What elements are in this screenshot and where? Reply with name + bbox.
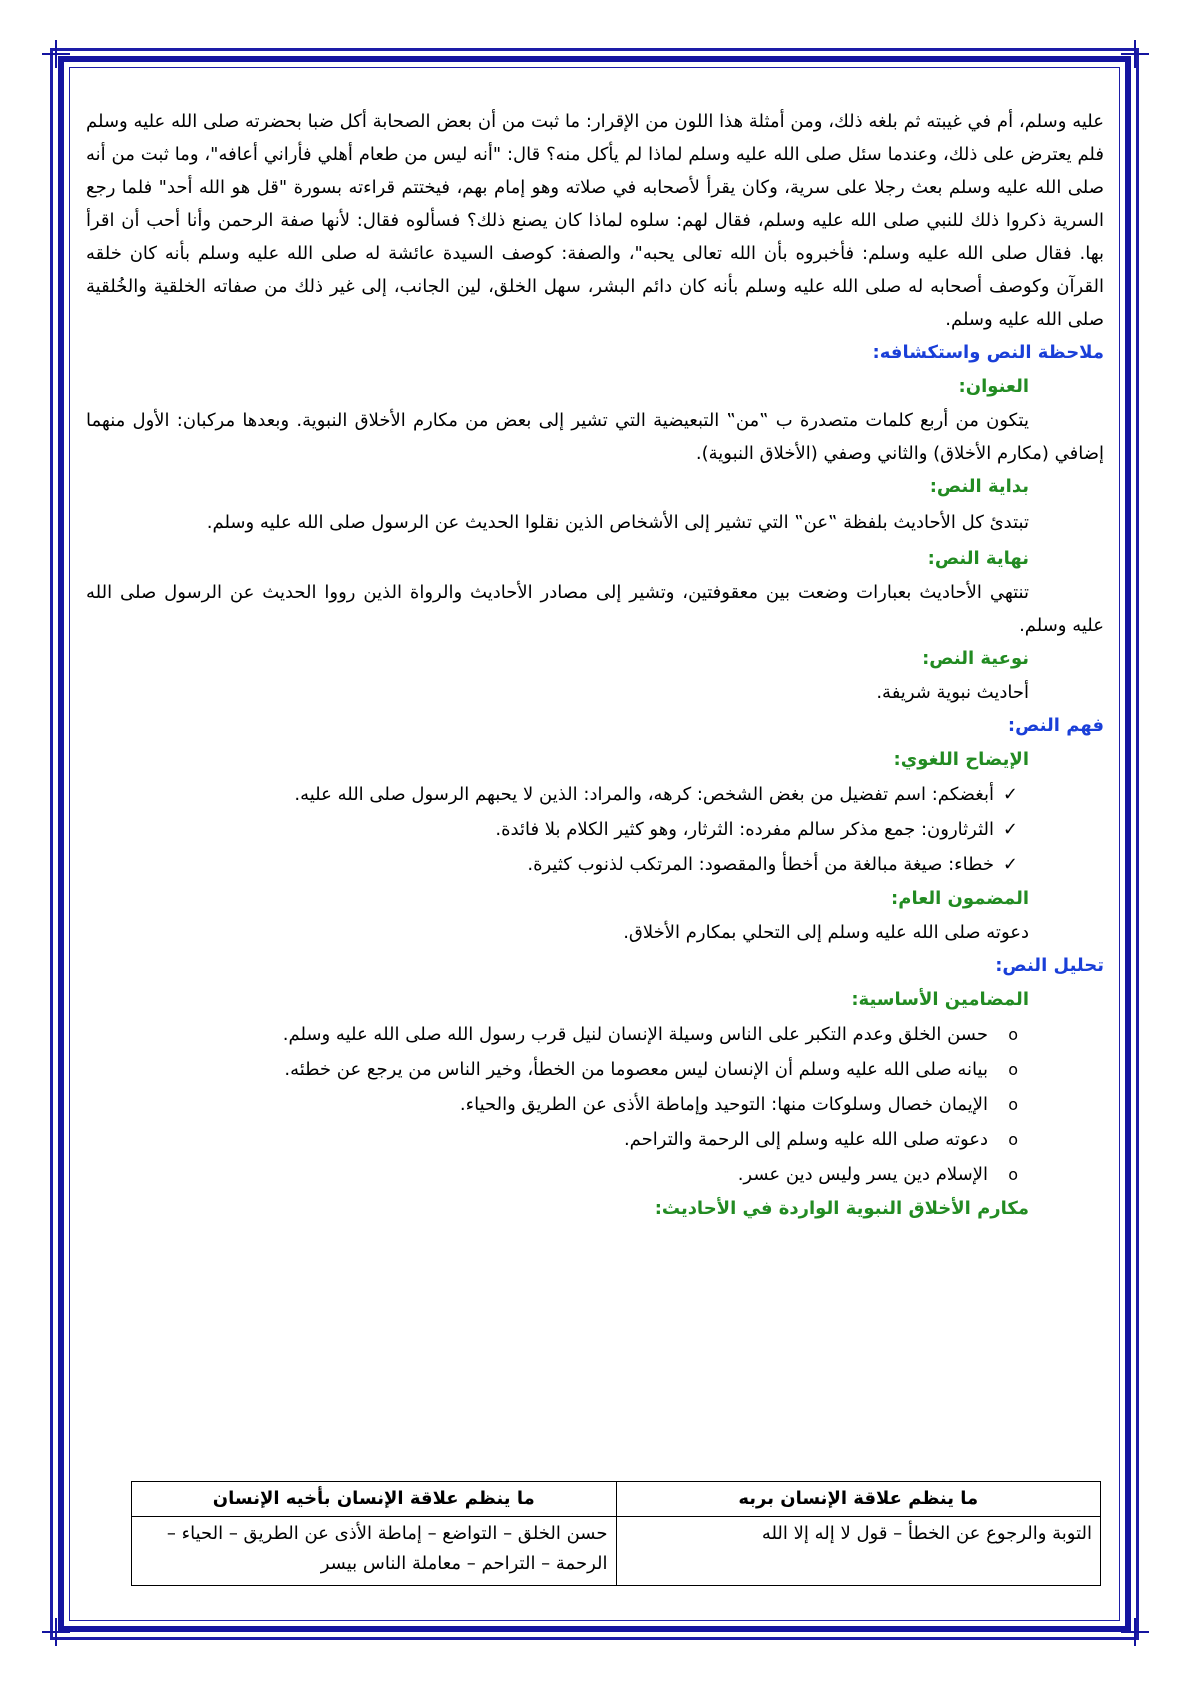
general-content-heading: المضمون العام: [891,888,1029,909]
list-item: ✓ خطاء: صيغة مبالغة من أخطأ والمقصود: المرتكب لذنوب كثيرة. [86,847,1018,882]
corner-ornament-bottom-left [42,1618,70,1646]
main-ideas-list [86,1017,1104,1192]
intro-paragraph: عليه وسلم، أم في غيبته ثم بلغه ذلك، ومن أمثلة هذا اللون من الإقرار: ما ثبت من أن بعض الصحابة أكل ضبا بحضرته صلى الله عليه وسلم فلم يعترض على ذلك، وعندما سئل صلى الله عليه وسلم لماذا لم يأكل منه؟ قال: "أنه ليس من طعام أهلي فأراني أعافه"، وما ثبت من أنه صلى الله عليه وسلم بعث رجلا على سرية، وكان يقرأ لأصحابه في صلاته وهو إمام بهم، فيختتم قراءته بسورة "قل هو الله أحد" فلما رجع السرية ذكروا ذلك للنبي صلى الله عليه وسلم، فقال لهم: سلوه لماذا كان يصنع ذلك؟ فسألوه فقال: لأنها صفة الرحمن وأنا أحب أن اقرأ بها. فقال صلى الله عليه وسلم: فأخبروه بأن الله تعالى يحبه"، والصفة: كوصف السيدة عائشة له صلى الله عليه وسلم بأنه كان خلقه القرآن وكوصف أصحابه له صلى الله عليه وسلم بأنه كان دائم البشر، سهل الخلق، لين الجانب، إلى غير ذلك من صفاته الخلقية والخُلقية صلى الله عليه وسلم. [86,111,1104,330]
column-header-relation-with-people: ما ينظم علاقة الإنسان بأخيه الإنسان [132,1482,617,1517]
type-heading: نوعية النص: [922,648,1029,669]
table-cell: حسن الخلق – التواضع – إماطة الأذى عن الطريق – الحياء – الرحمة – التراحم – معاملة الناس بيسر [132,1517,617,1586]
general-content-text: دعوته صلى الله عليه وسلم إلى التحلي بمكارم الأخلاق. [623,922,1029,943]
observation-section [86,336,1104,709]
morals-table [131,1481,1101,1586]
check-icon: ✓ [1002,854,1018,875]
list-item: ✓ الثرثارون: جمع مذكر سالم مفرده: الثرثار، وهو كثير الكلام بلا فائدة. [86,812,1018,847]
circle-bullet-icon: o [1008,1060,1018,1079]
list-item: o بيانه صلى الله عليه وسلم أن الإنسان ليس معصوما من الخطأ، وخير الناس من يرجع عن خطئه. [86,1052,1018,1087]
end-text: تنتهي الأحاديث بعبارات وضعت بين معقوفتين، وتشير إلى مصادر الأحاديث والرواة الذين رووا الحديث عن الرسول صلى الله عليه وسلم. [86,582,1104,636]
list-item: o دعوته صلى الله عليه وسلم إلى الرحمة والتراحم. [86,1122,1018,1157]
type-text: أحاديث نبوية شريفة. [876,682,1029,703]
comprehension-section [86,709,1104,949]
check-icon: ✓ [1002,784,1018,805]
analysis-section [86,949,1104,1226]
corner-ornament-top-left [42,40,70,68]
column-header-relation-with-god: ما ينظم علاقة الإنسان بربه [616,1482,1101,1517]
list-item: o الإسلام دين يسر وليس دين عسر. [86,1157,1018,1192]
morals-heading: مكارم الأخلاق النبوية الواردة في الأحاديث: [654,1198,1029,1219]
analysis-heading: تحليل النص: [995,955,1104,976]
lexical-list [86,777,1104,882]
list-item: o الإيمان خصال وسلوكات منها: التوحيد وإماطة الأذى عن الطريق والحياء. [86,1087,1018,1122]
table-header-row [132,1482,1101,1517]
start-heading: بداية النص: [929,476,1029,497]
circle-bullet-icon: o [1008,1095,1018,1114]
list-item: ✓ أبغضكم: اسم تفضيل من بغض الشخص: كرهه، والمراد: الذين لا يحبهم الرسول صلى الله عليه. [86,777,1018,812]
list-item: o حسن الخلق وعدم التكبر على الناس وسيلة الإنسان لنيل قرب رسول الله صلى الله عليه وسلم. [86,1017,1018,1052]
table-row [132,1517,1101,1586]
corner-ornament-bottom-right [1121,1618,1149,1646]
document-body [86,105,1104,1226]
title-text: يتكون من أربع كلمات متصدرة ب ‟من‟ التبعيضية التي تشير إلى بعض من مكارم الأخلاق النبوية. وبعدها مركبان: الأول منهما إضافي (مكارم الأخلاق) والثاني وصفي (الأخلاق النبوية). [86,410,1104,464]
circle-bullet-icon: o [1008,1025,1018,1044]
check-icon: ✓ [1002,819,1018,840]
comprehension-heading: فهم النص: [1007,715,1104,736]
circle-bullet-icon: o [1008,1165,1018,1184]
start-text: تبتدئ كل الأحاديث بلفظة ‟عن‟ التي تشير إلى الأشخاص الذين نقلوا الحديث عن الرسول صلى الله عليه وسلم. [206,512,1029,533]
observation-heading: ملاحظة النص واستكشافه: [872,342,1104,363]
circle-bullet-icon: o [1008,1130,1018,1149]
table-cell: التوبة والرجوع عن الخطأ – قول لا إله إلا الله [616,1517,1101,1586]
main-ideas-heading: المضامين الأساسية: [851,989,1029,1010]
end-heading: نهاية النص: [927,548,1029,569]
lexical-heading: الإيضاح اللغوي: [893,749,1029,770]
title-heading: العنوان: [958,376,1029,397]
corner-ornament-top-right [1121,40,1149,68]
